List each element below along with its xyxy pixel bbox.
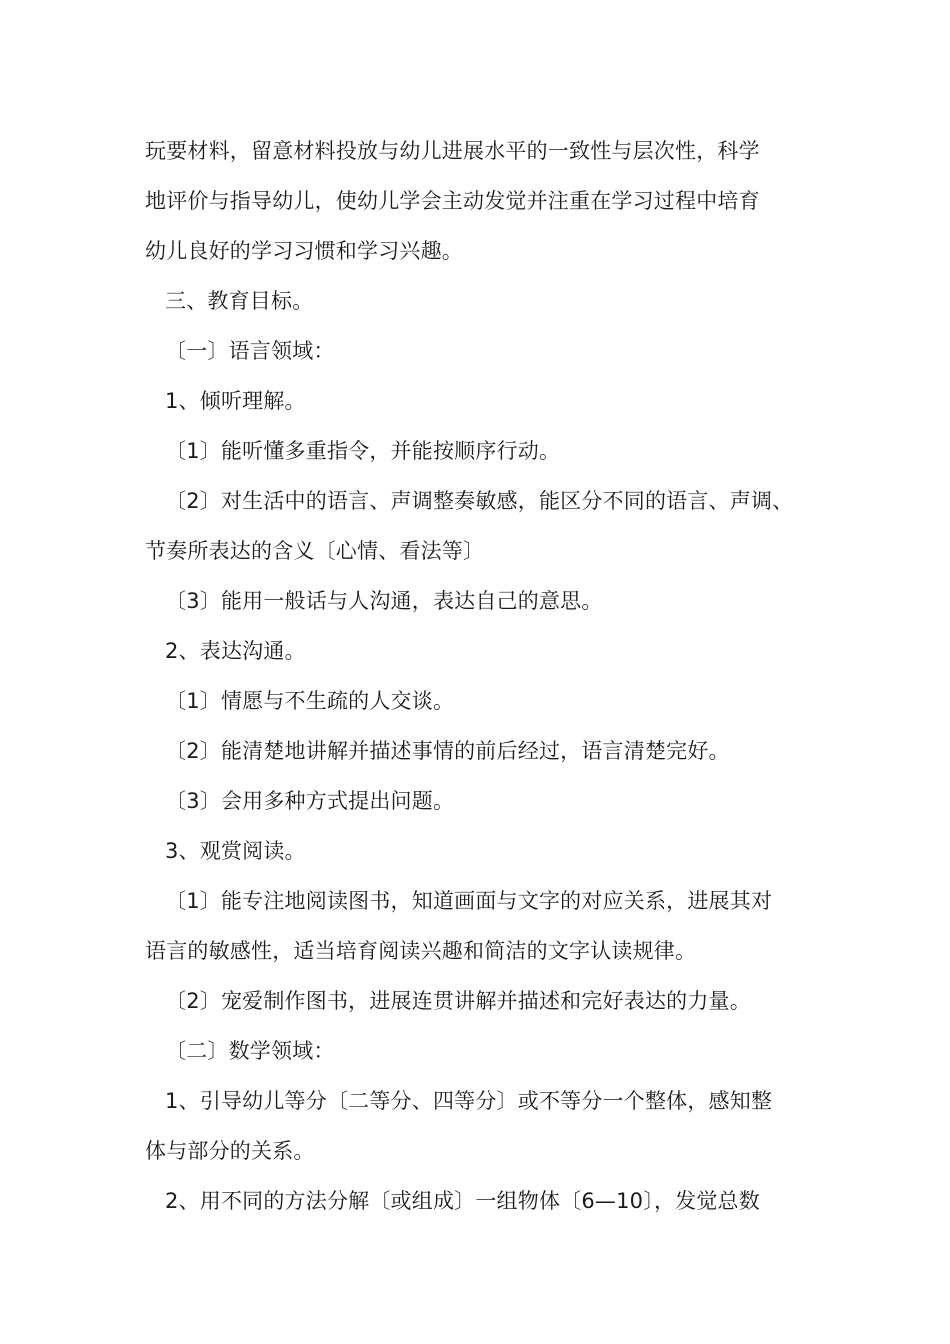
paragraph-line: 幼儿良好的学习习惯和学习兴趣。	[145, 239, 463, 263]
paragraph-line: 语言的敏感性，适当培育阅读兴趣和简洁的文字认读规律。	[145, 939, 697, 963]
paragraph-line: 节奏所表达的含义〔心情、看法等〕	[145, 539, 485, 563]
item-heading: 1、倾听理解。	[165, 389, 306, 413]
paragraph-line: 地评价与指导幼儿，使幼儿学会主动发觉并注重在学习过程中培育	[145, 189, 760, 213]
list-item: 〔1〕情愿与不生疏的人交谈。	[165, 689, 455, 713]
paragraph-line: 玩要材料，留意材料投放与幼儿进展水平的一致性与层次性，科学	[145, 139, 760, 163]
list-item: 1、引导幼儿等分〔二等分、四等分〕或不等分一个整体，感知整	[165, 1089, 773, 1113]
list-item: 〔2〕能清楚地讲解并描述事情的前后经过，语言清楚完好。	[165, 739, 730, 763]
list-item: 2、用不同的方法分解〔或组成〕一组物体〔6—10〕，发觉总数	[165, 1189, 760, 1213]
subsection-heading: 〔二〕数学领域：	[165, 1039, 335, 1063]
list-item: 〔3〕会用多种方式提出问题。	[165, 789, 455, 813]
item-heading: 2、表达沟通。	[165, 639, 306, 663]
list-item: 〔1〕能专注地阅读图书，知道画面与文字的对应关系，进展其对	[165, 889, 773, 913]
list-item: 〔3〕能用一般话与人沟通，表达自己的意思。	[165, 589, 603, 613]
section-heading: 三、教育目标。	[165, 289, 314, 313]
list-item: 〔1〕能听懂多重指令，并能按顺序行动。	[165, 439, 561, 463]
subsection-heading: 〔一〕语言领域：	[165, 339, 335, 363]
paragraph-line: 体与部分的关系。	[145, 1139, 315, 1163]
list-item: 〔2〕对生活中的语言、声调整奏敏感，能区分不同的语言、声调、	[165, 489, 794, 513]
list-item: 〔2〕宠爱制作图书，进展连贯讲解并描述和完好表达的力量。	[165, 989, 751, 1013]
item-heading: 3、观赏阅读。	[165, 839, 306, 863]
